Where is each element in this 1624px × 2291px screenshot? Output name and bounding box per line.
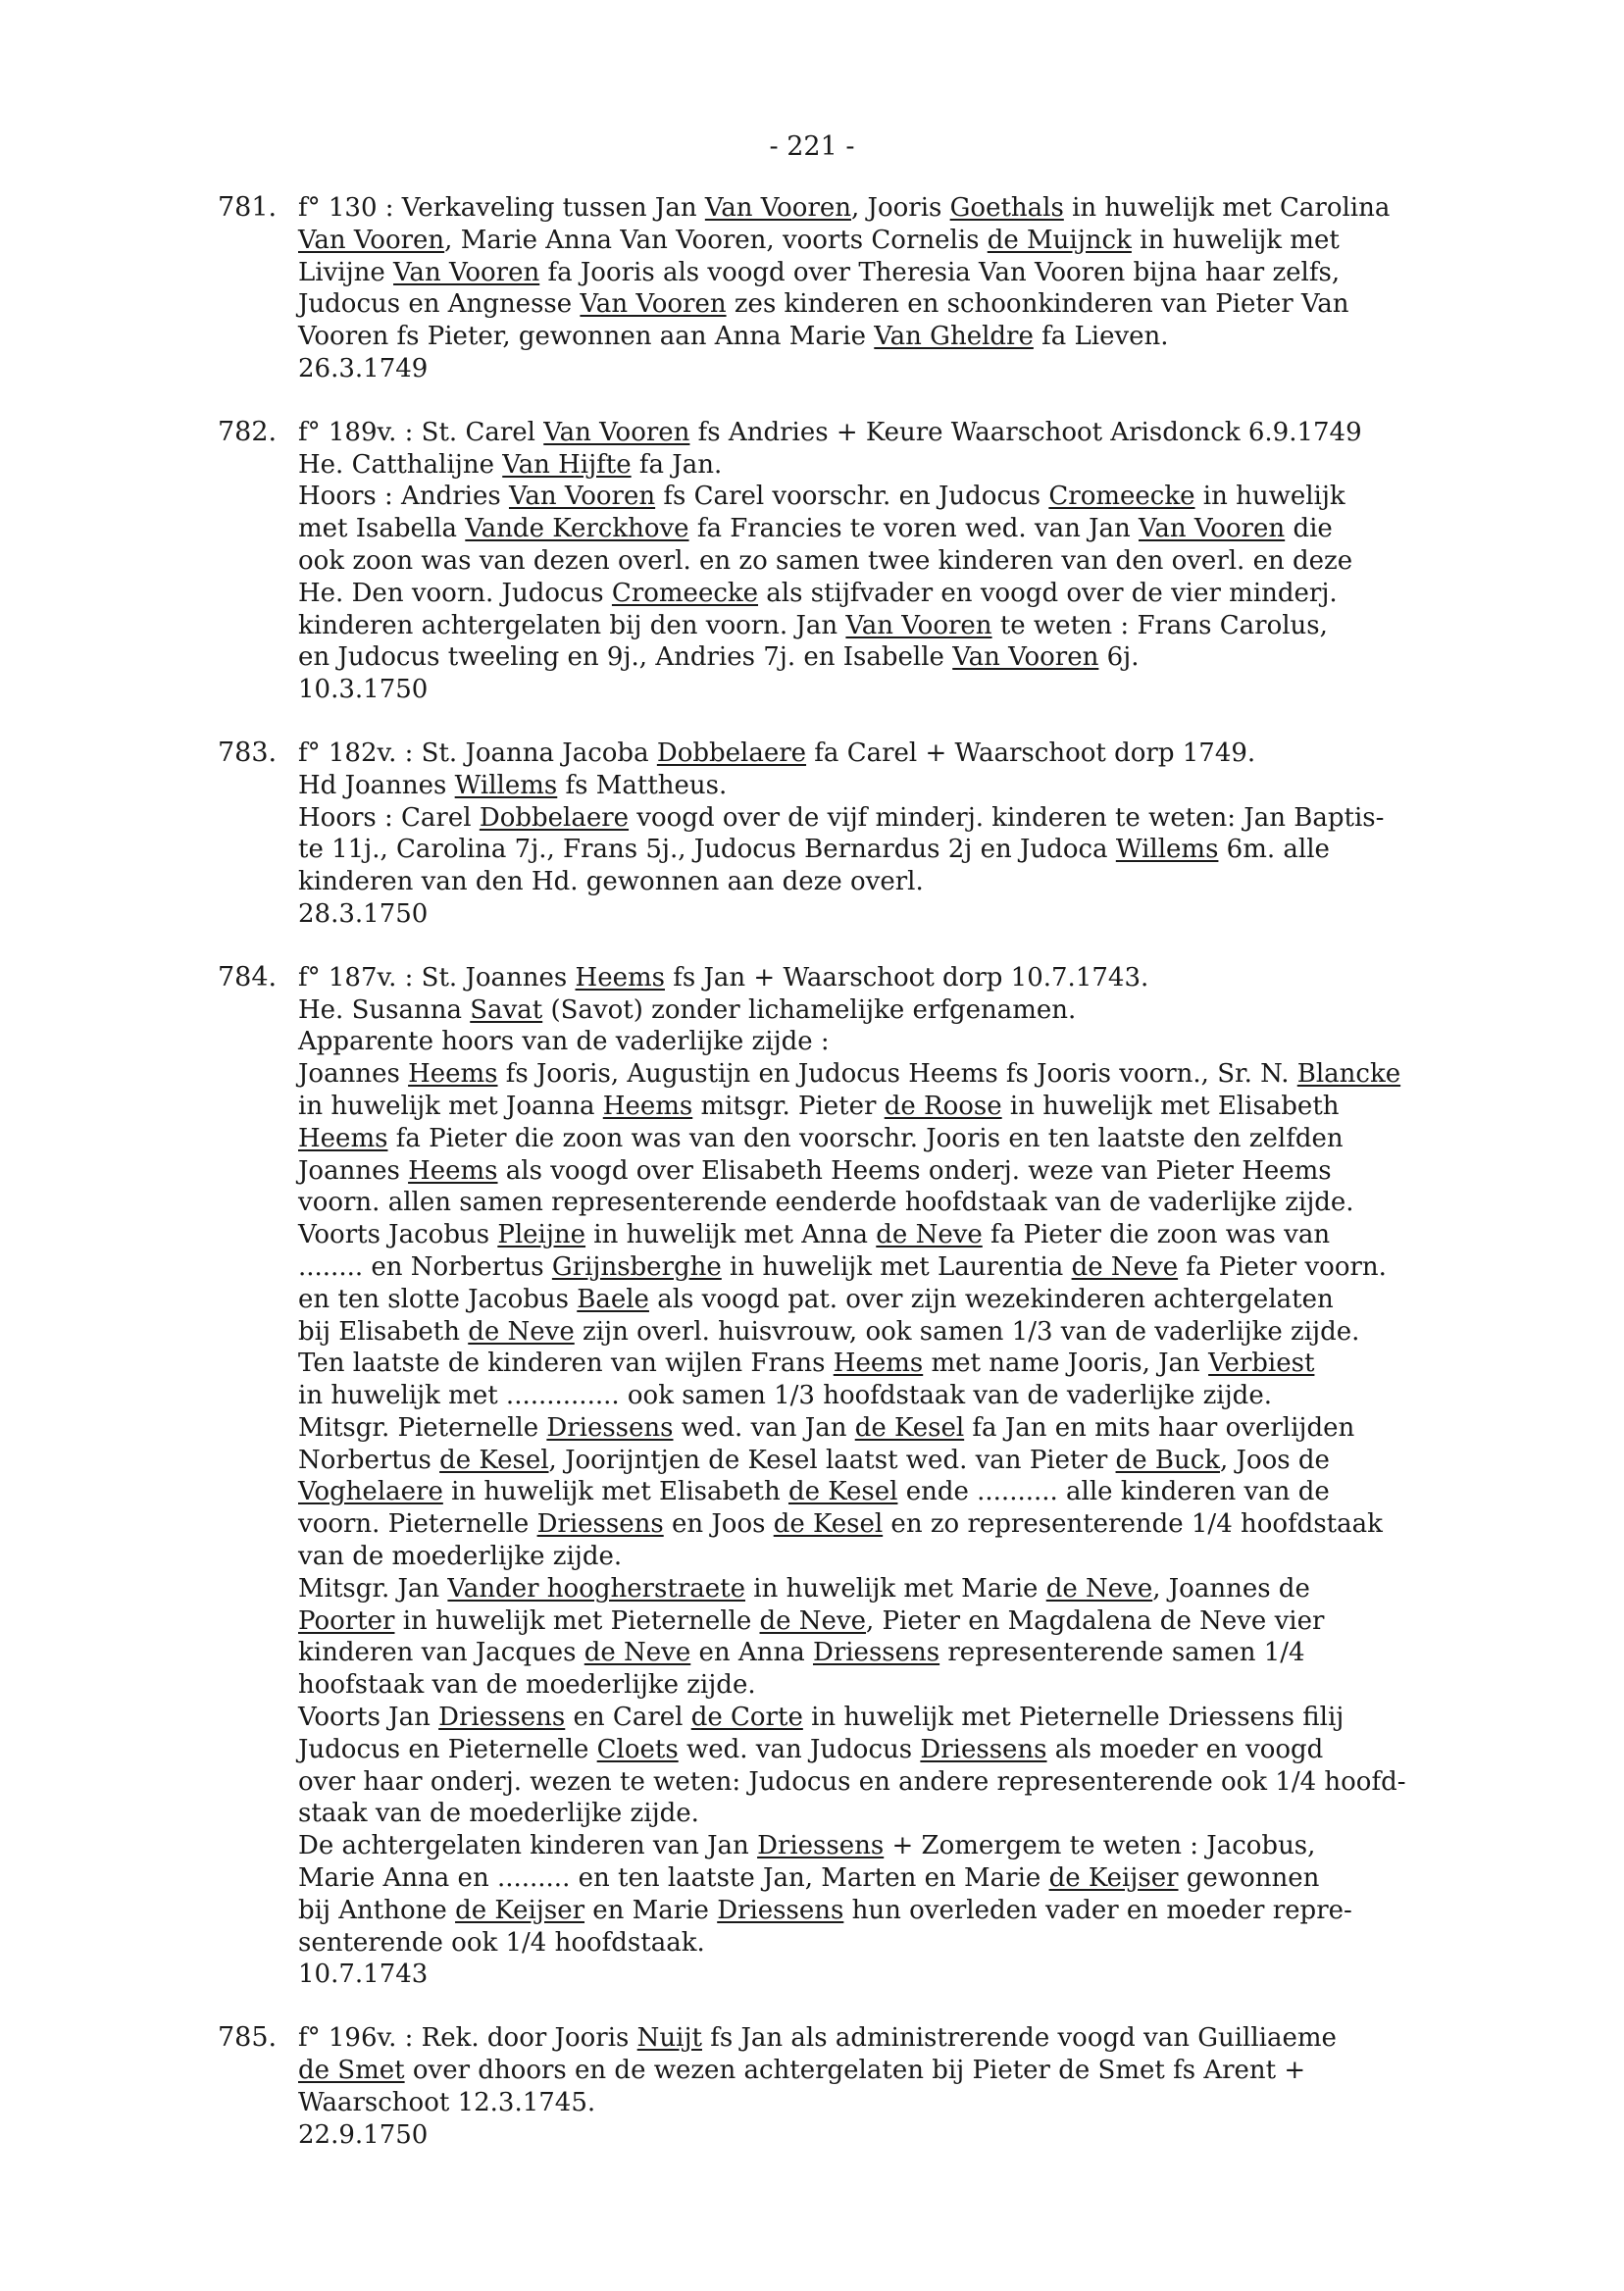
entry-line: f° 189v. : St. Carel Van Vooren fs Andries + Keure Waarschoot Arisdonck 6.9.1749: [298, 417, 1362, 447]
entry-line: met Isabella Vande Kerckhove fa Francies te voren wed. van Jan Van Vooren die: [298, 514, 1333, 544]
entry-line: senterende ook 1/4 hoofdstaak.: [298, 1927, 705, 1958]
entry-line: voorn. allen samen representerende eenderde hoofdstaak van de vaderlijke zijde.: [298, 1188, 1354, 1218]
entry-body: [298, 2022, 1610, 2151]
entry-line: bij Elisabeth de Neve zijn overl. huisvrouw, ook samen 1/3 van de vaderlijke zijde.: [298, 1316, 1360, 1347]
entry-line: He. Susanna Savat (Savot) zonder lichamelijke erfgenamen.: [298, 994, 1077, 1025]
entry-line: Voghelaere in huwelijk met Elisabeth de Kesel ende .......... alle kinderen van de: [298, 1477, 1330, 1507]
entry-line: f° 187v. : St. Joannes Heems fs Jan + Waarschoot dorp 10.7.1743.: [298, 962, 1149, 993]
entry-body: [298, 192, 1610, 385]
entry-line: voorn. Pieternelle Driessens en Joos de Kesel en zo representerende 1/4 hoofdstaak: [298, 1509, 1383, 1540]
entry: [218, 417, 1610, 706]
entry-line: de Smet over dhoors en de wezen achtergelaten bij Pieter de Smet fs Arent +: [298, 2056, 1306, 2086]
entry-line: ........ en Norbertus Grijnsberghe in huwelijk met Laurentia de Neve fa Pieter voorn.: [298, 1251, 1387, 1282]
entry-line: Judocus en Angnesse Van Vooren zes kinderen en schoonkinderen van Pieter Van: [298, 289, 1349, 320]
entry-line: Mitsgr. Pieternelle Driessens wed. van Jan de Kesel fa Jan en mits haar overlijden: [298, 1412, 1355, 1443]
entry-line: f° 196v. : Rek. door Jooris Nuijt fs Jan als administrerende voogd van Guilliaeme: [298, 2023, 1337, 2054]
entry-line: Waarschoot 12.3.1745.: [298, 2087, 596, 2117]
entry-line: Voorts Jan Driessens en Carel de Corte in huwelijk met Pieternelle Driessens filij: [298, 1703, 1345, 1733]
entry-line: f° 130 : Verkaveling tussen Jan Van Vooren, Jooris Goethals in huwelijk met Carolina: [298, 193, 1391, 223]
entry-line: kinderen van Jacques de Neve en Anna Driessens representerende samen 1/4: [298, 1638, 1305, 1668]
entry-line: kinderen achtergelaten bij den voorn. Jan Van Vooren te weten : Frans Carolus,: [298, 610, 1328, 640]
entry-line: He. Den voorn. Judocus Cromeecke als stijfvader en voogd over de vier minderj.: [298, 578, 1338, 608]
entry-line: van de moederlijke zijde.: [298, 1542, 623, 1572]
entry-line: en ten slotte Jacobus Baele als voogd pat. over zijn wezekinderen achtergelaten: [298, 1284, 1334, 1314]
entry-line: Joannes Heems fs Jooris, Augustijn en Judocus Heems fs Jooris voorn., Sr. N. Blancke: [298, 1059, 1401, 1090]
entry-line: De achtergelaten kinderen van Jan Driessens + Zomergem te weten : Jacobus,: [298, 1831, 1316, 1861]
entry-line: Van Vooren, Marie Anna Van Vooren, voorts Cornelis de Muijnck in huwelijk met: [298, 225, 1340, 255]
entry-number: 783.: [218, 737, 278, 768]
entry-line: f° 182v. : St. Joanna Jacoba Dobbelaere fa Carel + Waarschoot dorp 1749.: [298, 738, 1256, 768]
entry-line: Judocus en Pieternelle Cloets wed. van Judocus Driessens als moeder en voogd: [298, 1734, 1324, 1764]
entry-line: Norbertus de Kesel, Joorijntjen de Kesel laatst wed. van Pieter de Buck, Joos de: [298, 1445, 1330, 1475]
entry-line: in huwelijk met .............. ook samen 1/3 hoofdstaak van de vaderlijke zijde.: [298, 1381, 1272, 1411]
entry-line: Heems fa Pieter die zoon was van den voorschr. Jooris en ten laatste den zelfden: [298, 1123, 1344, 1153]
entry-line: Marie Anna en ......... en ten laatste Jan, Marten en Marie de Keijser gewonnen: [298, 1863, 1320, 1894]
entry-line: te 11j., Carolina 7j., Frans 5j., Judocus Bernardus 2j en Judoca Willems 6m. alle: [298, 835, 1330, 865]
entry-line: Hd Joannes Willems fs Mattheus.: [298, 770, 728, 800]
entry-line: hoofstaak van de moederlijke zijde.: [298, 1670, 756, 1701]
entry-line: Apparente hoors van de vaderlijke zijde :: [298, 1027, 830, 1057]
entry-body: [298, 962, 1610, 1992]
entry: [218, 192, 1610, 385]
entry-number: 782.: [218, 416, 278, 447]
entry: [218, 2022, 1610, 2151]
entry-line: bij Anthone de Keijser en Marie Driessens hun overleden vader en moeder repre-: [298, 1895, 1352, 1925]
entry-line: Ten laatste de kinderen van wijlen Frans Heems met name Jooris, Jan Verbiest: [298, 1349, 1315, 1379]
entry-line: He. Catthalijne Van Hijfte fa Jan.: [298, 449, 723, 480]
entry: [218, 738, 1610, 931]
entry-line: Mitsgr. Jan Vander hoogherstraete in huwelijk met Marie de Neve, Joannes de: [298, 1573, 1310, 1604]
entry-line: Poorter in huwelijk met Pieternelle de Neve, Pieter en Magdalena de Neve vier: [298, 1605, 1325, 1636]
entry-line: in huwelijk met Joanna Heems mitsgr. Pieter de Roose in huwelijk met Elisabeth: [298, 1091, 1340, 1121]
entry-line: Vooren fs Pieter, gewonnen aan Anna Marie Van Gheldre fa Lieven.: [298, 322, 1169, 352]
entry-line: 10.7.1743: [298, 1960, 429, 1990]
entry-line: over haar onderj. wezen te weten: Judocus en andere representerende ook 1/4 hoofd-: [298, 1766, 1406, 1797]
entry-body: [298, 738, 1610, 931]
entry-body: [298, 417, 1610, 706]
entry-line: staak van de moederlijke zijde.: [298, 1799, 699, 1829]
page-number: - 221 -: [769, 131, 855, 162]
entry-number: 784.: [218, 961, 278, 993]
entry-line: en Judocus tweeling en 9j., Andries 7j. en Isabelle Van Vooren 6j.: [298, 642, 1140, 673]
entry-number: 781.: [218, 192, 278, 223]
entry-line: Voorts Jacobus Pleijne in huwelijk met Anna de Neve fa Pieter die zoon was van: [298, 1220, 1331, 1250]
entry-line: 22.9.1750: [298, 2119, 429, 2150]
entry: [218, 962, 1610, 1992]
entry-line: kinderen van den Hd. gewonnen aan deze overl.: [298, 867, 924, 897]
entry-line: Hoors : Carel Dobbelaere voogd over de vijf minderj. kinderen te weten: Jan Baptis-: [298, 802, 1385, 833]
entry-line: Livijne Van Vooren fa Jooris als voogd over Theresia Van Vooren bijna haar zelfs,: [298, 257, 1341, 287]
entry-line: ook zoon was van dezen overl. en zo samen twee kinderen van den overl. en deze: [298, 545, 1353, 576]
entries-list: [218, 192, 1610, 2182]
entry-line: Hoors : Andries Van Vooren fs Carel voorschr. en Judocus Cromeecke in huwelijk: [298, 482, 1345, 512]
entry-line: 28.3.1750: [298, 898, 429, 929]
entry-line: Joannes Heems als voogd over Elisabeth Heems onderj. weze van Pieter Heems: [298, 1155, 1332, 1186]
entry-line: 10.3.1750: [298, 675, 429, 705]
entry-number: 785.: [218, 2022, 278, 2054]
entry-line: 26.3.1749: [298, 353, 429, 383]
